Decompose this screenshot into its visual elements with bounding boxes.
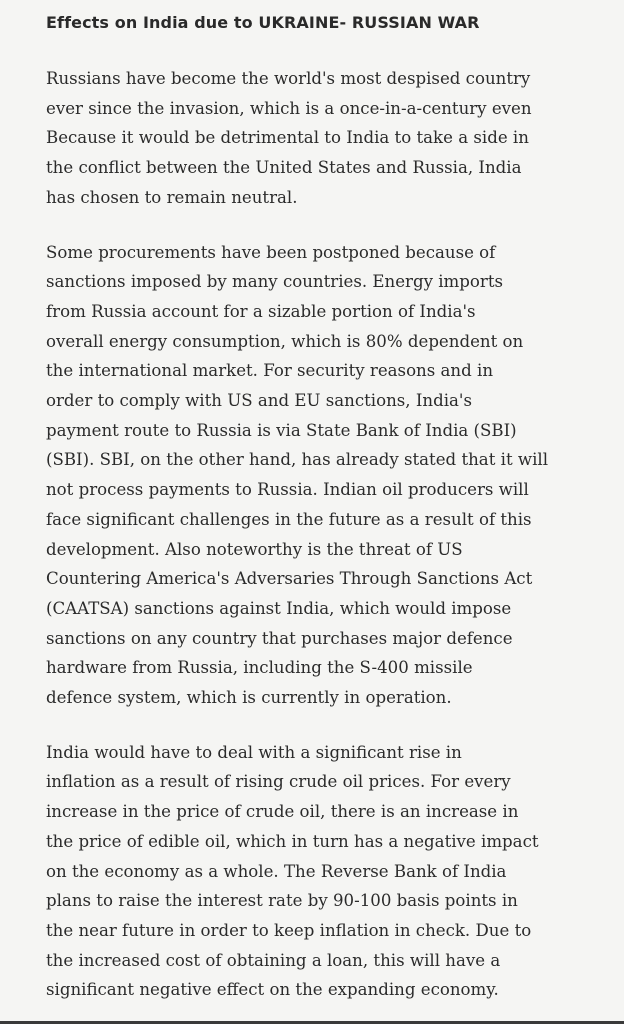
text-line: India would have to deal with a significant rise in [46, 742, 462, 762]
text-line: overall energy consumption, which is 80% dependent on [46, 331, 524, 351]
text-line: Some procurements have been postponed because of [46, 242, 496, 262]
text-line: (CAATSA) sanctions against India, which would impose [46, 598, 512, 618]
text-line: plans to raise the interest rate by 90-100 basis points in [46, 891, 518, 911]
paragraph-2 [46, 238, 606, 713]
text-line: not process payments to Russia. Indian oil producers will [46, 480, 529, 500]
text-line: the conflict between the United States and Russia, India [46, 158, 522, 178]
text-line: from Russia account for a sizable portion of India's [46, 301, 476, 321]
article [46, 8, 606, 1024]
text-line: has chosen to remain neutral. [46, 187, 298, 207]
text-line: sanctions on any country that purchases major defence [46, 628, 513, 648]
text-line: the international market. For security reasons and in [46, 361, 494, 381]
text-line: inflation as a result of rising crude oil prices. For every [46, 772, 511, 792]
text-line: on the economy as a whole. The Reverse Bank of India [46, 861, 507, 881]
text-line: ever since the invasion, which is a once-in-a-century even [46, 98, 532, 118]
text-line: defence system, which is currently in operation. [46, 688, 452, 708]
text-line: the increased cost of obtaining a loan, this will have a [46, 950, 501, 970]
text-line: significant negative effect on the expanding economy. [46, 980, 499, 1000]
text-line: sanctions imposed by many countries. Energy imports [46, 272, 504, 292]
text-line: the price of edible oil, which in turn has a negative impact [46, 831, 539, 851]
text-line: increase in the price of crude oil, there is an increase in [46, 802, 519, 822]
text-line: order to comply with US and EU sanctions, India's [46, 391, 472, 411]
text-line: (SBI). SBI, on the other hand, has already stated that it will [46, 450, 549, 470]
paragraph-1 [46, 64, 606, 213]
article-title: Effects on India due to UKRAINE- RUSSIAN WAR [46, 13, 480, 32]
text-line: Russians have become the world's most despised country [46, 69, 531, 88]
text-line: payment route to Russia is via State Bank of India (SBI) [46, 420, 517, 440]
text-line: development. Also noteworthy is the threat of US [46, 539, 463, 559]
text-line: face significant challenges in the future as a result of this [46, 509, 532, 529]
text-line: hardware from Russia, including the S-400 missile [46, 658, 473, 678]
text-line: Countering America's Adversaries Through Sanctions Act [46, 569, 533, 589]
paragraph-3 [46, 738, 606, 1005]
text-line: Because it would be detrimental to India to take a side in [46, 128, 529, 148]
text-line: the near future in order to keep inflation in check. Due to [46, 920, 532, 940]
